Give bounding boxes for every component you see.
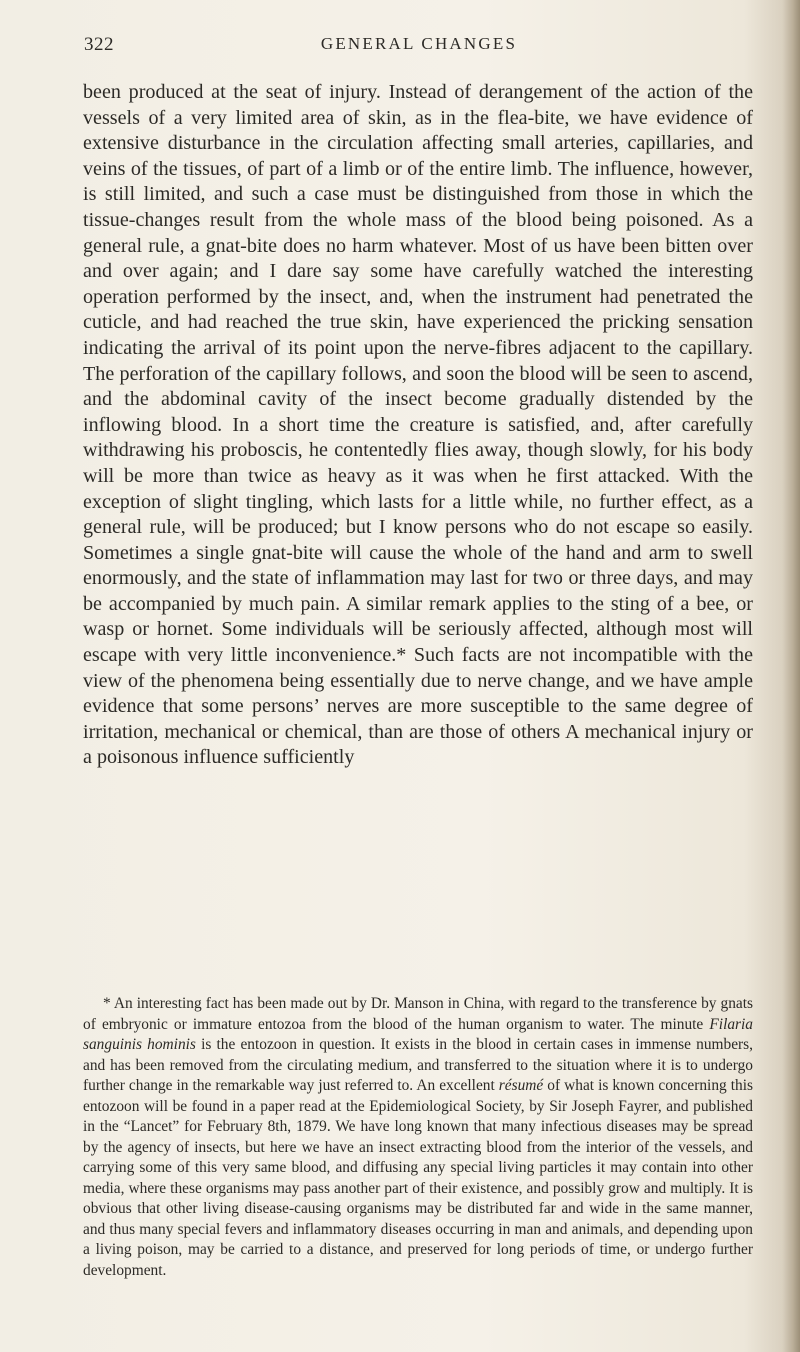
footnote-text-3: of what is known concerning this entozoon will be found in a paper read at the Epidemiological Society, by Sir Joseph Fayrer, and published in the “Lancet” for February 8th, 1879. We have long known that many infectious diseases may be spread by the agency of insects, but here we have an insect extracting blood from the interior of the vessels, and carrying some of this very same blood, and diffusing any special living particles it may contain into other media, where these organisms may pass another part of their existence, and possibly grow and multiply. It is obvious that other living disease-causing organisms may be distributed far and wide in the same manner, and thus many special fevers and inflammatory diseases occurring in man and animals, and depending upon a living poison, may be carried to a distance, and preserved for long periods of time, or undergo further development. — [83, 1077, 754, 1279]
footnote-text-1: * An interesting fact has been made out by Dr. Manson in China, with regard to the transference by gnats of embryonic or immature entozoa from the blood of the human organism to water. The minute — [83, 995, 753, 1033]
page-header — [84, 34, 754, 64]
page-number: 322 — [84, 34, 114, 55]
footnote-resume-word: résumé — [498, 1077, 544, 1094]
footnote — [83, 994, 753, 1281]
body-paragraph: been produced at the seat of injury. Instead of derangement of the action of the vessels of a very limited area of skin, as in the flea-bite, we have evidence of extensive disturbance in the circulation affecting small arteries, capillaries, and veins of the tissues, of part of a limb or of the entire limb. The influence, however, is still limited, and such a case must be distinguished from those in which the tissue-changes result from the whole mass of the blood being poisoned. As a general rule, a gnat-bite does no harm whatever. Most of us have been bitten over and over again; and I dare say some have carefully watched the interesting operation performed by the insect, and, when the instrument had penetrated the cuticle, and had reached the true skin, have experienced the pricking sensation indicating the arrival of its point upon the nerve-fibres adjacent to the capillary. The perforation of the capillary follows, and soon the blood will be seen to ascend, and the abdominal cavity of the insect become gradually distended by the inflowing blood. In a short time the creature is satisfied, and, after carefully withdrawing his proboscis, he contentedly flies away, though slowly, for his body will be more than twice as heavy as it was when he first attacked. With the exception of slight tingling, which lasts for a little while, no further effect, as a general rule, will be produced; but I know persons who do not escape so easily. Sometimes a single gnat-bite will cause the whole of the hand and arm to swell enormously, and the state of inflammation may last for two or three days, and may be accompanied by much pain. A similar remark applies to the sting of a bee, or wasp or hornet. Some individuals will be seriously affected, although most will escape with very little inconvenience.* Such facts are not incompatible with the view of the phenomena being essentially due to nerve change, and we have ample evidence that some persons’ nerves are more susceptible to the same degree of irritation, mechanical or chemical, than are those of others A mechanical injury or a poisonous influence sufficiently — [83, 81, 753, 769]
running-head: GENERAL CHANGES — [320, 34, 518, 53]
page-edge-shadow — [782, 0, 800, 1352]
footnote-species-name: Filaria sanguinis hominis — [83, 1015, 753, 1053]
footnote-text-2: is the entozoon in question. It exists in the blood in certain cases in immense numbers, and has been removed from the circulating medium, and transferred to the situation where it is to undergo further change in the remarkable way just referred to. An excellent — [83, 1036, 753, 1094]
